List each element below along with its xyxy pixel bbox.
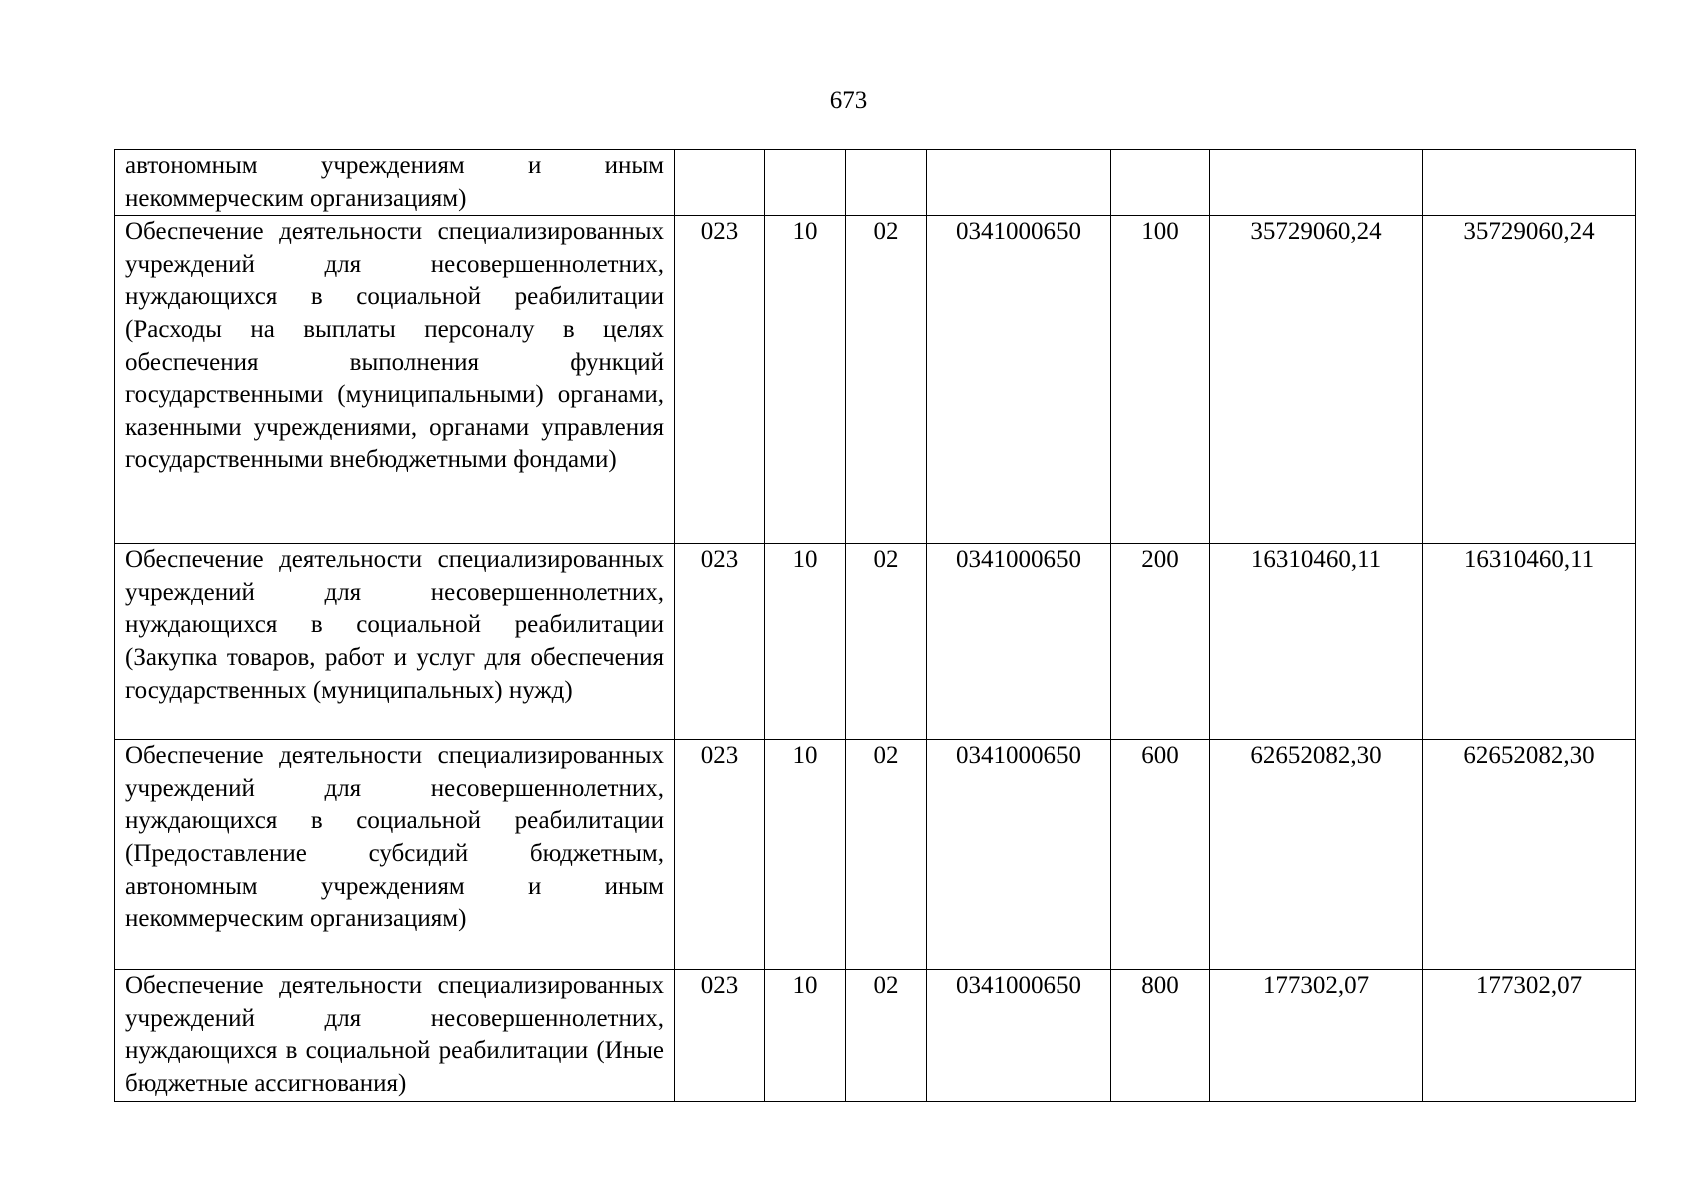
table-row	[115, 544, 1636, 740]
ministry-code: 023	[675, 216, 765, 544]
table-row	[115, 740, 1636, 970]
page-number: 673	[829, 87, 868, 114]
section-code: 10	[765, 740, 846, 970]
target-article-code: 0341000650	[927, 216, 1111, 544]
expense-type-code: 100	[1111, 216, 1210, 544]
subsection-code	[846, 150, 927, 216]
target-article-code	[927, 150, 1111, 216]
amount-second	[1423, 150, 1636, 216]
expense-type-code	[1111, 150, 1210, 216]
row-description: Обеспечение деятельности специализированных учреждений для несовершеннолетних, нуждающихся в социальной реабилитации (Расходы на выплаты персоналу в целях обеспечения выполнения функций государственными (муниципальными) органами, казенными учреждениями, органами управления государственными внебюджетными фондами)	[115, 216, 675, 544]
row-description: Обеспечение деятельности специализированных учреждений для несовершеннолетних, нуждающихся в социальной реабилитации (Предоставление субсидий бюджетным, автономным учреждениям и иным некоммерческим организациям)	[115, 740, 675, 970]
amount-second: 16310460,11	[1423, 544, 1636, 740]
amount-second: 177302,07	[1423, 970, 1636, 1101]
amount-first: 16310460,11	[1210, 544, 1423, 740]
section-code: 10	[765, 216, 846, 544]
ministry-code: 023	[675, 544, 765, 740]
row-description: Обеспечение деятельности специализированных учреждений для несовершеннолетних, нуждающихся в социальной реабилитации (Закупка товаров, работ и услуг для обеспечения государственных (муниципальных) нужд)	[115, 544, 675, 740]
subsection-code: 02	[846, 970, 927, 1101]
target-article-code: 0341000650	[927, 970, 1111, 1101]
section-code	[765, 150, 846, 216]
row-description: Обеспечение деятельности специализированных учреждений для несовершеннолетних, нуждающихся в социальной реабилитации (Иные бюджетные ассигнования)	[115, 970, 675, 1101]
expense-type-code: 200	[1111, 544, 1210, 740]
target-article-code: 0341000650	[927, 544, 1111, 740]
budget-table	[114, 149, 1636, 1102]
amount-second: 35729060,24	[1423, 216, 1636, 544]
target-article-code: 0341000650	[927, 740, 1111, 970]
subsection-code: 02	[846, 740, 927, 970]
section-code: 10	[765, 544, 846, 740]
amount-first: 62652082,30	[1210, 740, 1423, 970]
subsection-code: 02	[846, 544, 927, 740]
amount-first	[1210, 150, 1423, 216]
subsection-code: 02	[846, 216, 927, 544]
ministry-code	[675, 150, 765, 216]
amount-second: 62652082,30	[1423, 740, 1636, 970]
table-row	[115, 216, 1636, 544]
table-row	[115, 970, 1636, 1101]
amount-first: 35729060,24	[1210, 216, 1423, 544]
section-code: 10	[765, 970, 846, 1101]
ministry-code: 023	[675, 740, 765, 970]
expense-type-code: 600	[1111, 740, 1210, 970]
ministry-code: 023	[675, 970, 765, 1101]
expense-type-code: 800	[1111, 970, 1210, 1101]
amount-first: 177302,07	[1210, 970, 1423, 1101]
table-row	[115, 150, 1636, 216]
row-description: автономным учреждениям и иным некоммерческим организациям)	[115, 150, 675, 216]
